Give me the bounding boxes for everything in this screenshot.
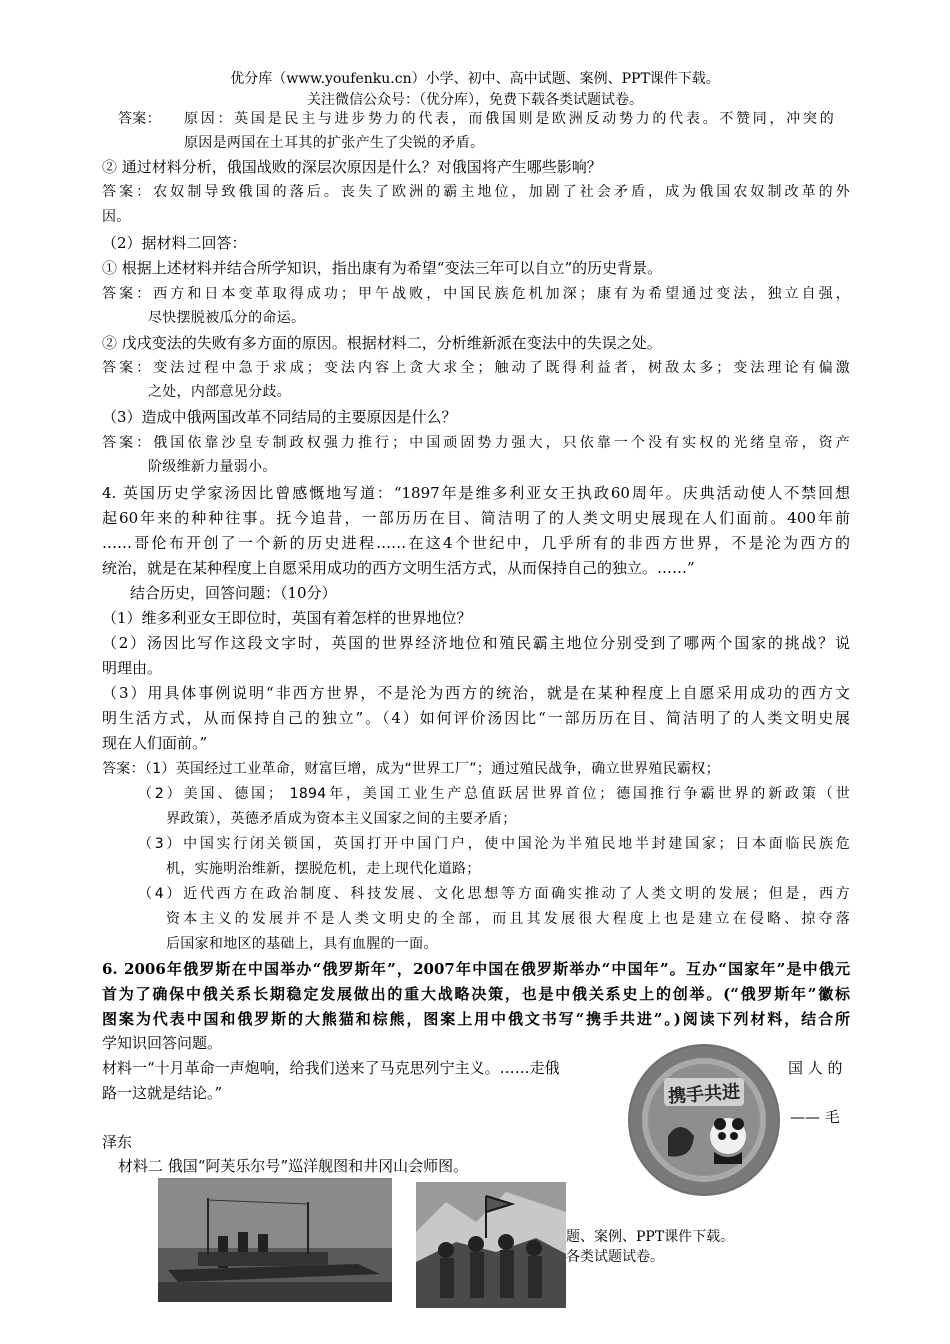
jinggangshan-meeting-picture <box>416 1182 566 1308</box>
footer-line-2: 各类试题试卷。 <box>566 1249 664 1265</box>
russia-year-emblem <box>628 1044 780 1196</box>
answer-label: 答案： <box>118 111 161 127</box>
answer-text: 之处，内部意见分歧。 <box>148 384 291 400</box>
question-text: ① 根据上述材料并结合所学知识，指出康有为希望“变法三年可以自立”的历史背景。 <box>102 259 663 277</box>
question-text: （3）用具体事例说明“非西方世界，不是沦为西方的统治，就是在某种程度上自愿采用成功的西方文 <box>102 684 850 702</box>
answer-text: 后国家和地区的基础上，具有血腥的一面。 <box>166 936 438 952</box>
question-paragraph: 6. 2006年俄罗斯在中国举办“俄罗斯年”，2007年中国在俄罗斯举办“中国年”。互办“国家年”是中俄元 <box>102 960 850 978</box>
question-paragraph: 首为了确保中俄关系长期稳定发展做出的重大战略决策，也是中俄关系史上的创举。(“俄罗斯年”徽标 <box>102 985 850 1003</box>
answer-text: 答案：西方和日本变革取得成功；甲午战败，中国民族危机加深；康有为希望通过变法，独立自强， <box>102 286 850 302</box>
question-paragraph: 图案为代表中国和俄罗斯的大熊猫和棕熊，图案上用中俄文书写“携手共进”。)阅读下列材料，结合所 <box>102 1010 850 1028</box>
answer-text: （3）中国实行闭关锁国，英国打开中国门户，使中国沦为半殖民地半封建国家；日本面临民族危 <box>138 836 850 852</box>
question-text: ② 通过材料分析，俄国战败的深层次原因是什么？对俄国将产生哪些影响？ <box>102 158 602 176</box>
header-line-2: 关注微信公众号：（优分库），免费下载各类试题试卷。 <box>307 92 643 108</box>
answer-text: 答案：农奴制导致俄国的落后。丧失了欧洲的霸主地位，加剧了社会矛盾，成为俄国农奴制改革的外 <box>102 184 850 200</box>
header-line-1: 优分库（www.youfenku.cn）小学、初中、高中试题、案例、PPT课件下载。 <box>230 71 720 87</box>
answer-text: 因。 <box>102 209 131 225</box>
answer-text: 界政策），英德矛盾成为资本主义国家之间的主要矛盾； <box>166 811 517 827</box>
material-one-text: 国 人 的 <box>788 1059 843 1077</box>
answer-text: 阶级维新力量弱小。 <box>148 459 277 475</box>
section-heading: （2）据材料二回答： <box>102 234 247 252</box>
question-paragraph: 起60年来的种种往事。抚今追昔，一部历历在目、简洁明了的人类文明史展现在人们面前。400年前 <box>102 509 850 527</box>
question-text: 明生活方式，从而保持自己的独立”。（4）如何评价汤因比“一部历历在目、简洁明了的人类文明史展 <box>102 709 850 727</box>
material-one-attribution: —— 毛 <box>790 1108 840 1126</box>
question-paragraph: 学知识回答问题。 <box>102 1034 223 1052</box>
answer-text: 原因是两国在土耳其的扩张产生了尖锐的矛盾。 <box>184 135 485 151</box>
answer-text: 机，实施明治维新，摆脱危机，走上现代化道路； <box>166 861 481 877</box>
answer-text: 答案：俄国依靠沙皇专制政权强力推行；中国顽固势力强大，只依靠一个没有实权的光绪皇帝，资产 <box>102 435 850 451</box>
question-paragraph: 4. 英国历史学家汤因比曾感慨地写道：“1897年是维多利亚女王执政60周年。庆典活动使人不禁回想 <box>102 484 850 502</box>
question-paragraph: 结合历史，回答问题：（10分） <box>130 584 337 602</box>
answer-text: 原因：英国是民主与进步势力的代表，而俄国则是欧洲反动势力的代表。不赞同，冲突的 <box>184 111 834 127</box>
answer-text: 答案：变法过程中急于求成；变法内容上贪大求全；触动了既得利益者，树敌太多；变法理论有偏激 <box>102 360 850 376</box>
answer-text: （2）美国、德国； 1894年，美国工业生产总值跃居世界首位；德国推行争霸世界的新政策（世 <box>138 786 850 802</box>
answer-text: 答案：（1）英国经过工业革命，财富巨增，成为“世界工厂”；通过殖民战争，确立世界殖民霸权； <box>102 761 720 777</box>
material-two-caption: 材料二 俄国“阿芙乐尔号”巡洋舰图和井冈山会师图。 <box>118 1157 469 1175</box>
section-heading: （3）造成中俄两国改革不同结局的主要原因是什么？ <box>102 408 457 426</box>
answer-text: 资本主义的发展并不是人类文明史的全部，而且其发展很大程度上也是建立在侵略、掠夺落 <box>166 911 850 927</box>
material-one-text: 路一这就是结论。” <box>102 1084 223 1102</box>
question-text: 现在人们面前。” <box>102 734 208 752</box>
question-paragraph: 统治，就是在某种程度上自愿采用成功的西方文明生活方式，从而保持自己的独立。……” <box>102 559 695 577</box>
material-one-attribution: 泽东 <box>102 1133 133 1151</box>
question-text: ② 戊戌变法的失败有多方面的原因。根据材料二，分析维新派在变法中的失误之处。 <box>102 334 662 352</box>
question-text: （1）维多利亚女王即位时，英国有着怎样的世界地位？ <box>102 609 472 627</box>
question-text: 明理由。 <box>102 659 163 677</box>
aurora-cruiser-photo <box>158 1178 392 1302</box>
question-paragraph: ……哥伦布开创了一个新的历史进程……在这4个世纪中，几乎所有的非西方世界，不是沦为西方的 <box>102 534 850 552</box>
question-text: （2）汤因比写作这段文字时，英国的世界经济地位和殖民霸主地位分别受到了哪两个国家的挑战？说 <box>102 634 850 652</box>
footer-line-1: 题、案例、PPT课件下载。 <box>566 1229 735 1245</box>
answer-text: （4）近代西方在政治制度、科技发展、文化思想等方面确实推动了人类文明的发展；但是，西方 <box>138 886 850 902</box>
answer-text: 尽快摆脱被瓜分的命运。 <box>148 310 306 326</box>
emblem-label: 携手共进 <box>667 1081 741 1108</box>
material-one-text: 材料一“十月革命一声炮响，给我们送来了马克思列宁主义。……走俄 <box>102 1059 560 1077</box>
